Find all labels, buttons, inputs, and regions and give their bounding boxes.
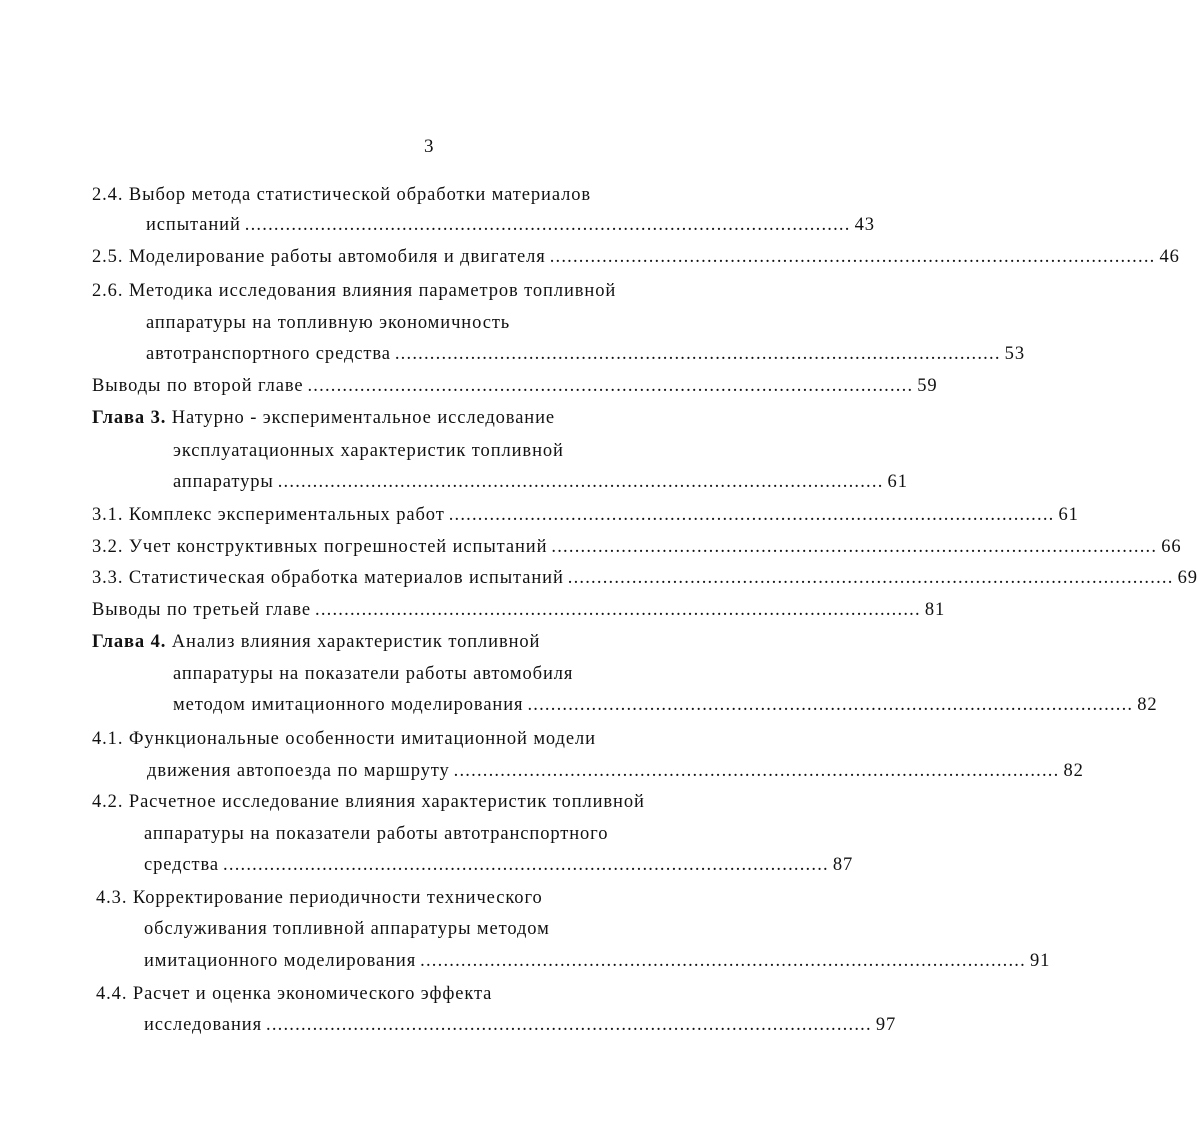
dot-leader: ........................................................................................................ bbox=[567, 568, 1174, 588]
toc-entry-chapter-3[interactable] bbox=[173, 471, 908, 493]
toc-entry-4-3-title: 4.3. Корректирование периодичности технического bbox=[96, 888, 543, 908]
toc-entry-conclusions-3[interactable] bbox=[92, 599, 946, 621]
toc-page-number: 66 bbox=[1161, 537, 1182, 557]
toc-chapter-4-line2: аппаратуры на показатели работы автомобиля bbox=[173, 664, 574, 684]
toc-entry-4-3[interactable] bbox=[144, 950, 1051, 972]
toc-entry-3-3[interactable] bbox=[92, 567, 1198, 589]
toc-page-number: 82 bbox=[1137, 695, 1158, 715]
toc-entry-3-1[interactable] bbox=[92, 504, 1079, 526]
dot-leader: ........................................................................................................ bbox=[394, 344, 1001, 364]
toc-entry-2-6-line2: аппаратуры на топливную экономичность bbox=[146, 313, 511, 333]
toc-page-number: 97 bbox=[875, 1015, 897, 1035]
toc-entry-4-2-title: 4.2. Расчетное исследование влияния характеристик топливной bbox=[92, 792, 645, 812]
toc-chapter-4-title bbox=[92, 631, 540, 653]
toc-page-number: 87 bbox=[832, 855, 854, 875]
chapter-label: Глава 3. bbox=[92, 408, 167, 428]
dot-leader: ........................................................................................................ bbox=[527, 695, 1134, 715]
toc-page-number: 59 bbox=[917, 376, 938, 396]
chapter-title-text: Натурно - экспериментальное исследование bbox=[171, 408, 556, 428]
toc-entry-chapter-4[interactable] bbox=[173, 694, 1158, 716]
toc-entry-text: Выводы по второй главе bbox=[92, 376, 304, 396]
toc-entry-2-6[interactable] bbox=[146, 343, 1025, 365]
toc-page-number: 81 bbox=[924, 600, 946, 620]
chapter-title-text: Анализ влияния характеристик топливной bbox=[171, 632, 541, 652]
toc-page-number: 69 bbox=[1177, 568, 1198, 588]
toc-page-number: 82 bbox=[1063, 761, 1084, 781]
dot-leader: ........................................................................................................ bbox=[453, 761, 1060, 781]
toc-entry-2-4-title: 2.4. Выбор метода статистической обработки материалов bbox=[92, 185, 592, 205]
toc-entry-text: 2.5. Моделирование работы автомобиля и двигателя bbox=[92, 247, 546, 267]
dot-leader: ........................................................................................................ bbox=[244, 215, 851, 235]
dot-leader: ........................................................................................................ bbox=[223, 855, 829, 875]
toc-page-number: 61 bbox=[1058, 505, 1079, 525]
toc-entry-text: средства bbox=[144, 855, 220, 875]
toc-entry-3-2[interactable] bbox=[92, 536, 1182, 558]
toc-entry-2-5[interactable] bbox=[92, 246, 1180, 268]
toc-entry-text: 3.1. Комплекс экспериментальных работ bbox=[92, 505, 445, 525]
toc-entry-2-4[interactable] bbox=[146, 214, 875, 236]
toc-chapter-3-title bbox=[92, 407, 555, 429]
toc-entry-4-1[interactable] bbox=[147, 760, 1084, 782]
dot-leader: ........................................................................................................ bbox=[420, 951, 1026, 971]
toc-entry-text: аппаратуры bbox=[173, 472, 274, 492]
toc-entry-4-2-line2: аппаратуры на показатели работы автотранспортного bbox=[144, 824, 609, 844]
page-number: 3 bbox=[424, 136, 434, 157]
toc-entry-text: движения автопоезда по маршруту bbox=[147, 761, 450, 781]
toc-entry-text: 3.2. Учет конструктивных погрешностей испытаний bbox=[92, 537, 548, 557]
dot-leader: ........................................................................................................ bbox=[551, 537, 1158, 557]
toc-entry-text: испытаний bbox=[146, 215, 241, 235]
toc-page-number: 43 bbox=[854, 215, 875, 235]
toc-page-number: 46 bbox=[1159, 247, 1180, 267]
toc-page-number: 91 bbox=[1029, 951, 1051, 971]
toc-entry-text: исследования bbox=[144, 1015, 262, 1035]
toc-entry-4-4-title: 4.4. Расчет и оценка экономического эффекта bbox=[96, 984, 493, 1004]
toc-entry-text: методом имитационного моделирования bbox=[173, 695, 524, 715]
toc-entry-4-4[interactable] bbox=[144, 1014, 897, 1036]
dot-leader: ........................................................................................................ bbox=[266, 1015, 872, 1035]
dot-leader: ........................................................................................................ bbox=[277, 472, 884, 492]
toc-page-number: 53 bbox=[1004, 344, 1025, 364]
toc-entry-text: Выводы по третьей главе bbox=[92, 600, 311, 620]
dot-leader: ........................................................................................................ bbox=[307, 376, 914, 396]
toc-entry-4-3-line2: обслуживания топливной аппаратуры методом bbox=[144, 919, 550, 939]
chapter-label: Глава 4. bbox=[92, 632, 167, 652]
toc-entry-text: имитационного моделирования bbox=[144, 951, 417, 971]
toc-entry-2-6-title: 2.6. Методика исследования влияния параметров топливной bbox=[92, 281, 617, 301]
toc-entry-4-1-title: 4.1. Функциональные особенности имитационной модели bbox=[92, 729, 596, 749]
toc-entry-text: 3.3. Статистическая обработка материалов испытаний bbox=[92, 568, 564, 588]
dot-leader: ........................................................................................................ bbox=[549, 247, 1156, 267]
toc-entry-conclusions-2[interactable] bbox=[92, 375, 938, 397]
toc-page-number: 61 bbox=[887, 472, 908, 492]
toc-entry-text: автотранспортного средства bbox=[146, 344, 391, 364]
dot-leader: ........................................................................................................ bbox=[448, 505, 1055, 525]
dot-leader: ........................................................................................................ bbox=[315, 600, 921, 620]
toc-entry-4-2[interactable] bbox=[144, 854, 854, 876]
toc-chapter-3-line2: эксплуатационных характеристик топливной bbox=[173, 441, 564, 461]
